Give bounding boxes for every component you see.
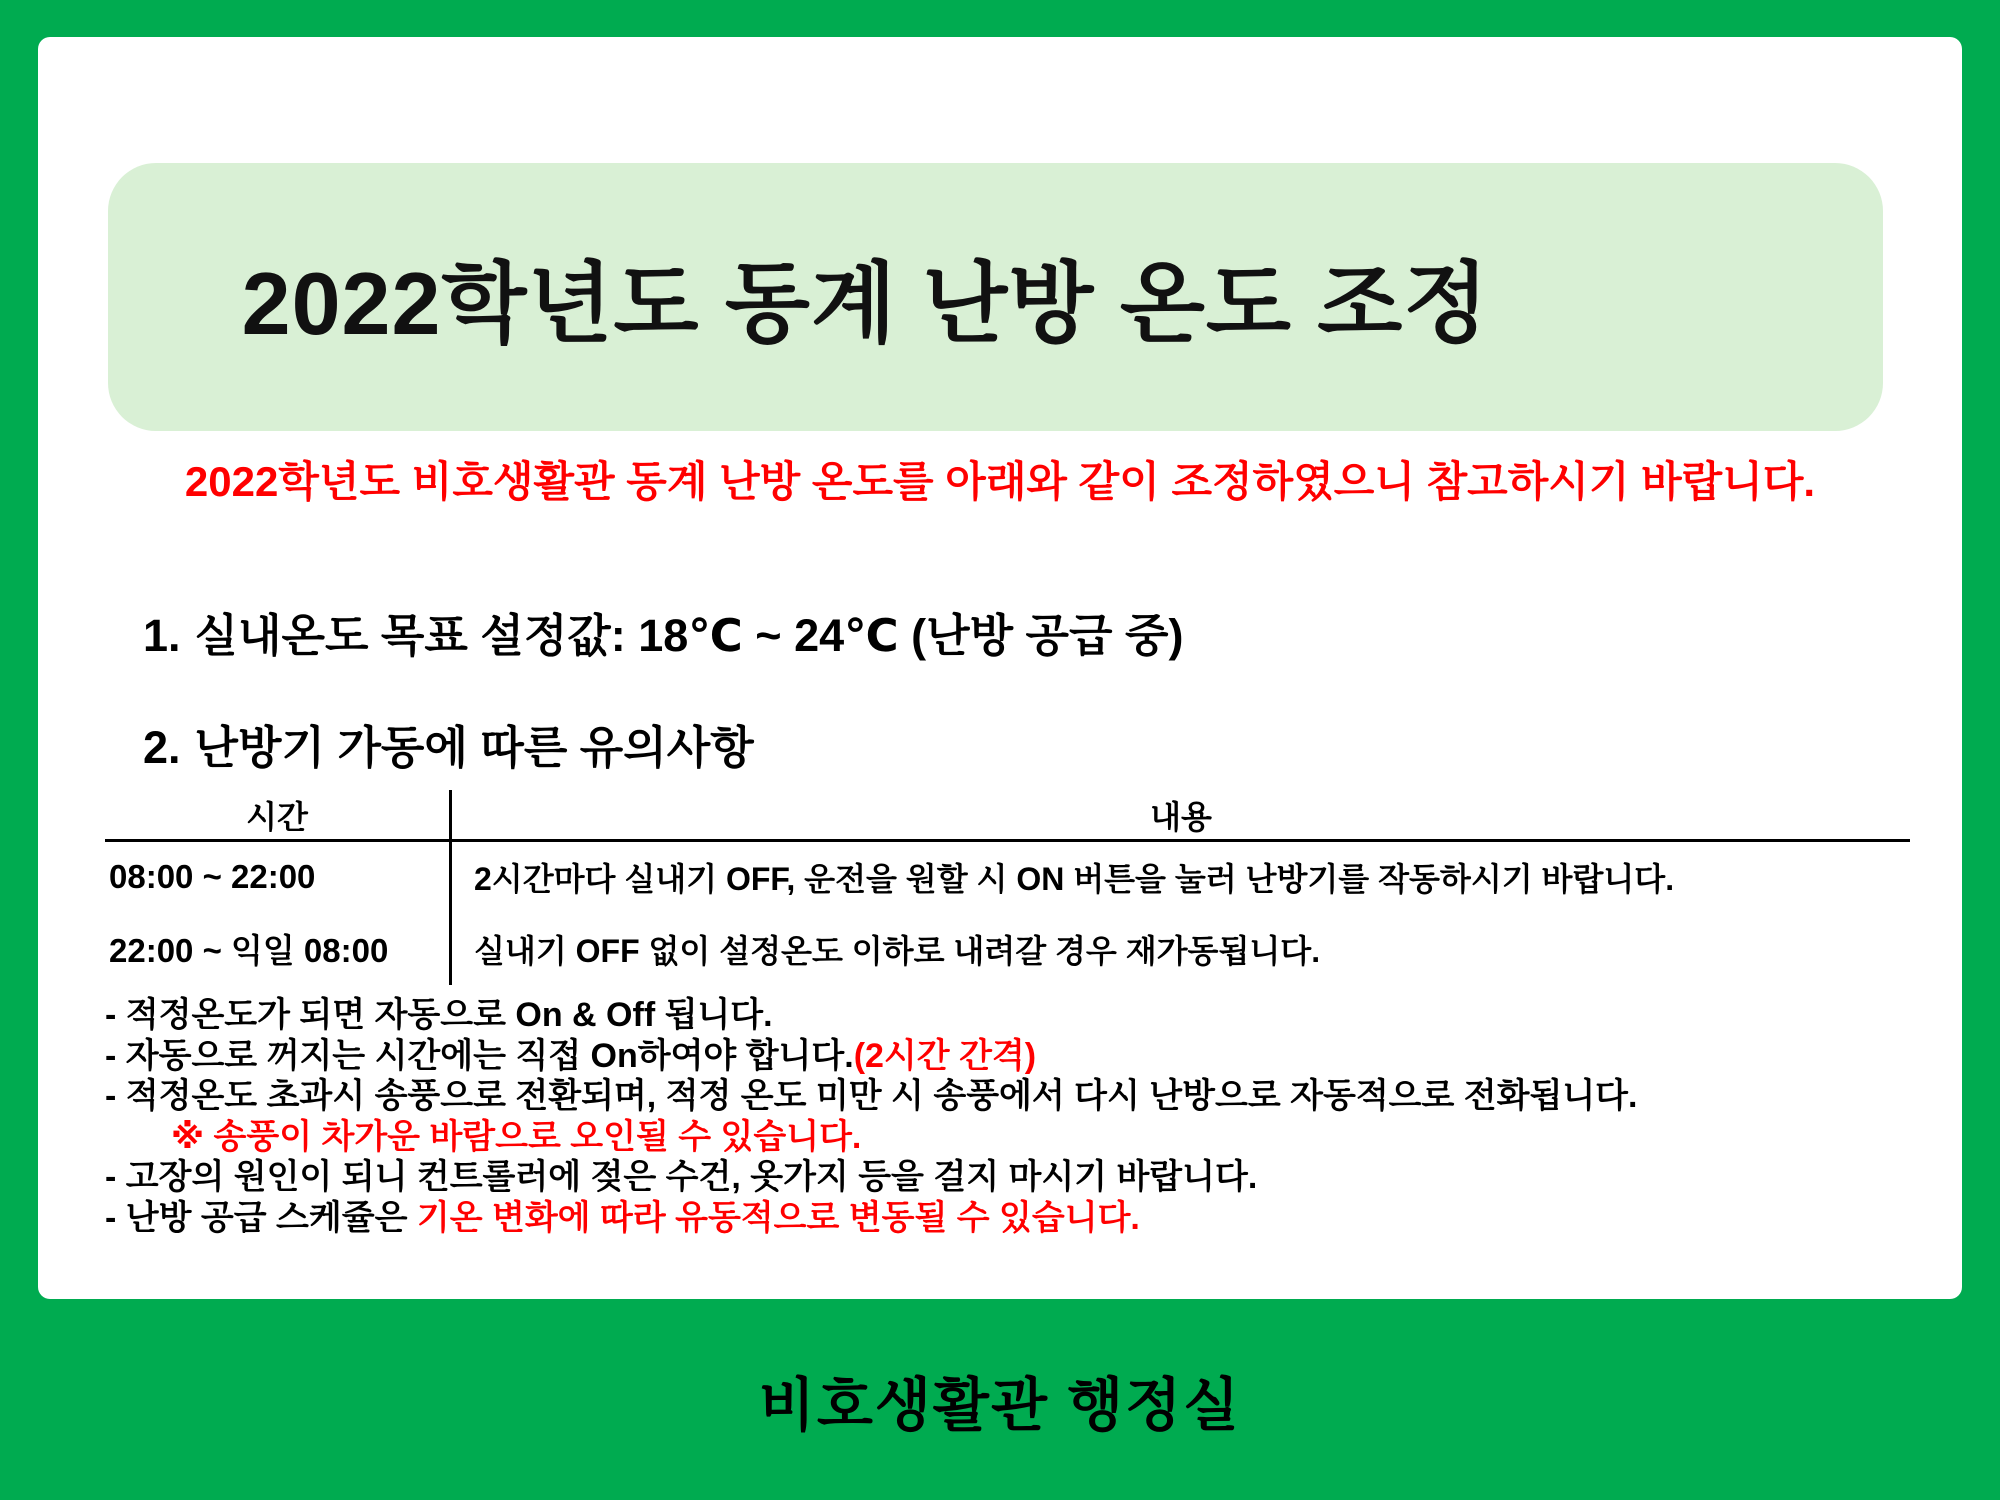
notice-subtitle: 2022학년도 비호생활관 동계 난방 온도를 아래와 같이 조정하였으니 참고하시기 바랍니다. xyxy=(184,458,1816,505)
note-text: - 적정온도 초과시 송풍으로 전환되며, 적정 온도 미만 시 송풍에서 다시 난방으로 자동적으로 전화됩니다. xyxy=(105,1077,1638,1115)
notes-list xyxy=(105,995,1925,1238)
note-text-red: (2시간 간격) xyxy=(853,1036,1037,1075)
table-row xyxy=(105,842,1910,912)
table-header-row xyxy=(105,790,1910,842)
table-cell-content: 실내기 OFF 없이 설정온도 이하로 내려갈 경우 재가동됩니다. xyxy=(449,912,1910,985)
section-heater-notes xyxy=(143,711,754,776)
page-title: 2022학년도 동계 난방 온도 조정 xyxy=(241,254,1490,353)
table-cell-content: 2시간마다 실내기 OFF, 운전을 원할 시 ON 버튼을 눌러 난방기를 작동하시기 바랍니다. xyxy=(449,842,1910,912)
section-number: 1. xyxy=(143,610,181,661)
note-text-red: ※ 송풍이 차가운 바람으로 오인될 수 있습니다. xyxy=(171,1117,862,1156)
note-text: - 난방 공급 스케쥴은 xyxy=(105,1198,417,1237)
title-banner xyxy=(108,163,1883,431)
note-text: - 자동으로 꺼지는 시간에는 직접 On하여야 합니다. xyxy=(105,1036,854,1075)
note-item-warning xyxy=(105,1117,1925,1158)
note-item xyxy=(105,1157,1925,1198)
note-text: - 적정온도가 되면 자동으로 On & Off 됩니다. xyxy=(105,996,773,1034)
section-target-temperature xyxy=(143,599,1183,664)
section-text: 난방기 가동에 따른 유의사항 xyxy=(194,722,754,773)
note-item xyxy=(105,995,1925,1036)
note-item xyxy=(105,1198,1925,1239)
col-header-time: 시간 xyxy=(246,798,308,835)
section-number: 2. xyxy=(143,722,181,773)
table-row xyxy=(105,912,1910,985)
notice-panel xyxy=(38,37,1962,1299)
note-text: - 고장의 원인이 되니 컨트롤러에 젖은 수건, 옷가지 등을 걸지 마시기 바랍니다. xyxy=(105,1158,1258,1196)
table-cell-time: 08:00 ~ 22:00 xyxy=(109,858,316,895)
note-text-red: 기온 변화에 따라 유동적으로 변동될 수 있습니다. xyxy=(416,1198,1140,1237)
note-item xyxy=(105,1076,1925,1117)
heating-schedule-table xyxy=(105,790,1910,985)
note-item xyxy=(105,1036,1925,1077)
section-text: 실내온도 목표 설정값: 18℃ ~ 24℃ (난방 공급 중) xyxy=(194,610,1184,661)
footer-signature: 비호생활관 행정실 xyxy=(758,1373,1242,1438)
table-cell-time: 22:00 ~ 익일 08:00 xyxy=(109,932,389,969)
col-header-content: 내용 xyxy=(449,790,1910,839)
